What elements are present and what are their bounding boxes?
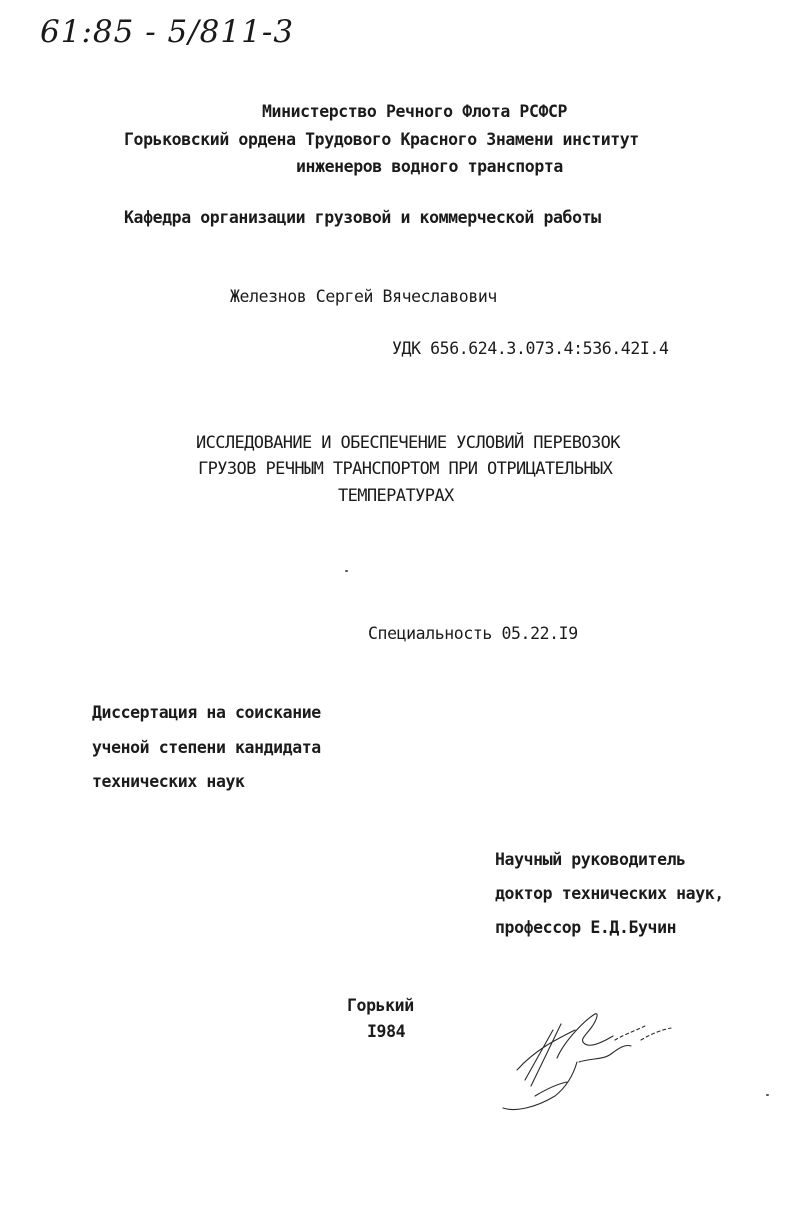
archive-code-handwritten: 61:85 - 5/811-3 [40,14,295,50]
specialty-line: Специальность 05.22.I9 [368,624,578,643]
department-line: Кафедра организации грузовой и коммерческой работы [124,208,601,227]
supervisor-line-3: профессор Е.Д.Бучин [495,918,677,937]
title-line-1: ИССЛЕДОВАНИЕ И ОБЕСПЕЧЕНИЕ УСЛОВИЙ ПЕРЕВОЗОК [196,433,620,453]
udk-code: УДК 656.624.3.073.4:536.42I.4 [392,339,669,358]
institute-line-2: инженеров водного транспорта [296,157,563,176]
supervisor-line-2: доктор технических наук, [495,884,724,903]
place-city: Горький [347,996,414,1015]
signature-scribble [495,1000,695,1115]
author-name: Железнов Сергей Вячеславович [230,287,497,306]
year: I984 [367,1022,406,1041]
dissertation-line-3: технических наук [92,772,245,791]
dissertation-line-2: ученой степени кандидата [92,738,321,757]
title-line-2: ГРУЗОВ РЕЧНЫМ ТРАНСПОРТОМ ПРИ ОТРИЦАТЕЛЬНЫХ [198,459,613,479]
stray-mark-2 [766,1094,769,1096]
supervisor-line-1: Научный руководитель [495,850,686,869]
title-line-3: ТЕМПЕРАТУРАХ [338,486,454,506]
dissertation-line-1: Диссертация на соискание [92,703,321,722]
institute-line-1: Горьковский ордена Трудового Красного Знамени институт [124,130,639,149]
stray-mark [345,570,348,572]
ministry-line: Министерство Речного Флота РСФСР [262,102,568,121]
